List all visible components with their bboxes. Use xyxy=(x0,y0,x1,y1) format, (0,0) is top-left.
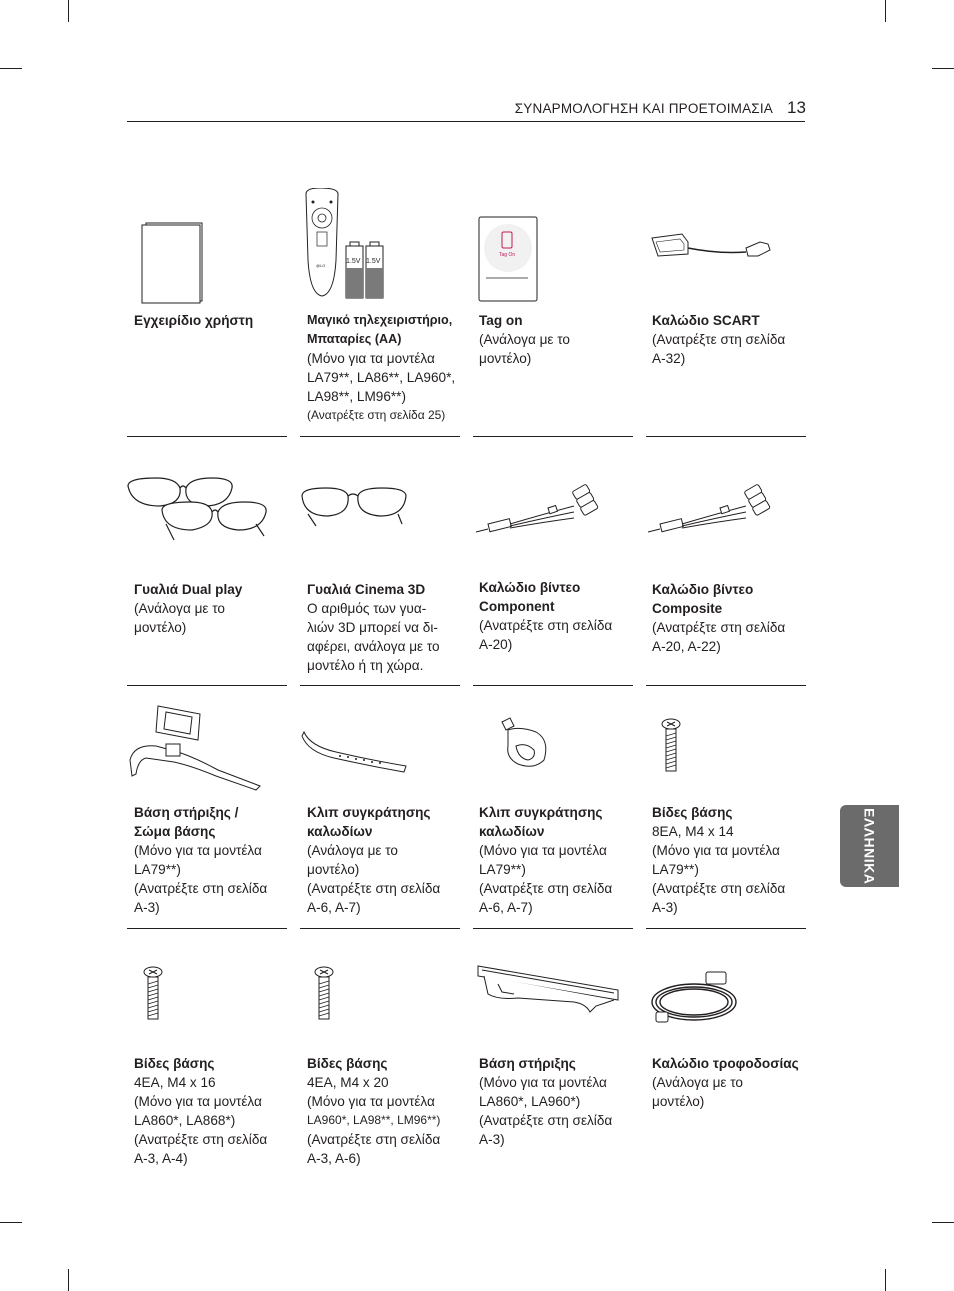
item-desc: (Ανατρέξτε στη σελίδα A-32) xyxy=(652,332,786,366)
item-caption xyxy=(479,1054,637,1149)
item-desc-2: (Ανατρέξτε στη σελίδα A-3, A-6) xyxy=(307,1132,441,1166)
crop-mark xyxy=(885,1269,886,1291)
page-number: 13 xyxy=(787,98,806,117)
item-title: Καλώδιο βίντεο Component xyxy=(479,580,581,614)
scart-cable-illustration xyxy=(648,230,774,266)
row-divider xyxy=(646,436,806,437)
crop-mark xyxy=(932,1222,954,1223)
item-title: Tag on xyxy=(479,313,523,328)
crop-mark xyxy=(885,0,886,22)
item-title: Κλιπ συγκράτησης καλωδίων xyxy=(307,805,431,839)
item-title: Καλώδιο βίντεο Composite xyxy=(652,582,754,616)
cinema-3d-glasses-illustration xyxy=(298,486,410,530)
item-title: Γυαλιά Dual play xyxy=(134,582,243,597)
item-caption xyxy=(307,311,465,425)
manual-illustration xyxy=(138,222,204,304)
item-desc: (Ανατρέξτε στη σελίδα A-20) xyxy=(479,618,613,652)
header-divider xyxy=(127,121,805,122)
magic-remote-illustration xyxy=(300,188,400,300)
row-divider xyxy=(127,928,287,929)
item-caption xyxy=(479,578,637,654)
stand-base-body-illustration xyxy=(126,700,264,794)
item-title: Γυαλιά Cinema 3D xyxy=(307,582,426,597)
section-title: ΣΥΝΑΡΜΟΛΟΓΗΣΗ ΚΑΙ ΠΡΟΕΤΟΙΜΑΣΙΑ xyxy=(514,101,773,116)
item-caption xyxy=(652,803,810,917)
cable-holder-clip-illustration xyxy=(496,716,554,774)
item-caption xyxy=(652,580,810,656)
row-divider xyxy=(300,928,460,929)
item-desc: (Ανάλογα με το μοντέλο) xyxy=(652,1075,743,1109)
item-caption xyxy=(307,803,465,917)
item-desc: Ο αριθμός των γυα- λιών 3D μπορεί να δι- αφέρει, ανάλογα με το μοντέλο ή τη χώρα. xyxy=(307,601,440,673)
item-desc: 4EA, M4 x 20 (Μόνο για τα μοντέλα xyxy=(307,1075,435,1109)
svg-text:@LG: @LG xyxy=(316,263,326,268)
item-desc: (Ανάλογα με το μοντέλο) xyxy=(479,332,570,366)
item-caption xyxy=(652,311,810,368)
dual-play-glasses-illustration xyxy=(126,474,272,546)
stand-base-illustration xyxy=(474,962,622,1018)
stand-screw-illustration xyxy=(660,718,682,774)
item-title: Βάση στήριξης xyxy=(479,1056,576,1071)
item-desc: 8EA, M4 x 14 (Μόνο για τα μοντέλα LA79**) (Ανατρέξτε στη σελίδα A-3) xyxy=(652,824,786,915)
component-cable-illustration xyxy=(474,484,610,544)
item-title: Εγχειρίδιο χρήστη xyxy=(134,313,254,328)
crop-mark xyxy=(0,1222,22,1223)
item-desc-small: LA960*, LA98**, LM96**) xyxy=(307,1113,441,1127)
tag-on-label: Tag On xyxy=(499,252,516,258)
power-cord-illustration xyxy=(648,968,742,1028)
item-caption xyxy=(134,1054,292,1168)
language-tab xyxy=(840,805,899,887)
item-caption xyxy=(307,1054,465,1168)
item-caption xyxy=(307,580,465,675)
item-title: Καλώδιο τροφοδοσίας xyxy=(652,1056,799,1071)
item-caption xyxy=(652,1054,810,1111)
item-title: Βίδες βάσης xyxy=(307,1056,388,1071)
item-caption xyxy=(134,580,292,637)
stand-screw-illustration xyxy=(313,966,335,1022)
item-note: (Ανατρέξτε στη σελίδα 25) xyxy=(307,408,446,422)
row-divider xyxy=(646,928,806,929)
row-divider xyxy=(646,685,806,686)
item-caption xyxy=(134,803,292,917)
row-divider xyxy=(300,436,460,437)
item-caption xyxy=(479,311,637,368)
row-divider xyxy=(473,928,633,929)
item-caption xyxy=(479,803,637,917)
item-title: Καλώδιο SCART xyxy=(652,313,760,328)
tag-on-illustration xyxy=(478,216,540,304)
language-tab-label: ΕΛΛΗΝΙΚΑ xyxy=(861,807,878,885)
item-desc: 4EA, M4 x 16 (Μόνο για τα μοντέλα LA860*, LA868*) (Ανατρέξτε στη σελίδα A-3, A-4) xyxy=(134,1075,268,1166)
item-title: Βάση στήριξης / Σώμα βάσης xyxy=(134,805,239,839)
composite-cable-illustration xyxy=(646,484,782,544)
row-divider xyxy=(473,685,633,686)
crop-mark xyxy=(0,68,22,69)
row-divider xyxy=(300,685,460,686)
item-desc: (Ανατρέξτε στη σελίδα A-20, A-22) xyxy=(652,620,786,654)
item-desc: (Μόνο για τα μοντέλα LA79**) (Ανατρέξτε στη σελίδα A-3) xyxy=(134,843,268,915)
crop-mark xyxy=(68,1269,69,1291)
row-divider xyxy=(127,685,287,686)
item-title: Κλιπ συγκράτησης καλωδίων xyxy=(479,805,603,839)
battery-2-label: 1.5V xyxy=(366,258,381,265)
item-caption xyxy=(134,311,292,330)
battery-1-label: 1.5V xyxy=(346,258,361,265)
item-desc: (Μόνο για τα μοντέλα LA79**, LA86**, LA960*, LA98**, LM96**) xyxy=(307,351,456,404)
item-desc: (Ανάλογα με το μοντέλο) (Ανατρέξτε στη σελίδα A-6, A-7) xyxy=(307,843,441,915)
row-divider xyxy=(473,436,633,437)
item-desc: (Μόνο για τα μοντέλα LA79**) (Ανατρέξτε στη σελίδα A-6, A-7) xyxy=(479,843,613,915)
crop-mark xyxy=(932,68,954,69)
cable-holder-strap-illustration xyxy=(300,726,412,774)
stand-screw-illustration xyxy=(142,966,164,1022)
item-title: Βίδες βάσης xyxy=(134,1056,215,1071)
item-desc: (Μόνο για τα μοντέλα LA860*, LA960*) (Ανατρέξτε στη σελίδα A-3) xyxy=(479,1075,613,1147)
item-desc: (Ανάλογα με το μοντέλο) xyxy=(134,601,225,635)
crop-mark xyxy=(68,0,69,22)
item-title: Βίδες βάσης xyxy=(652,805,733,820)
item-title: Μαγικό τηλεχειριστήριο, Μπαταρίες (AA) xyxy=(307,313,453,346)
row-divider xyxy=(127,436,287,437)
